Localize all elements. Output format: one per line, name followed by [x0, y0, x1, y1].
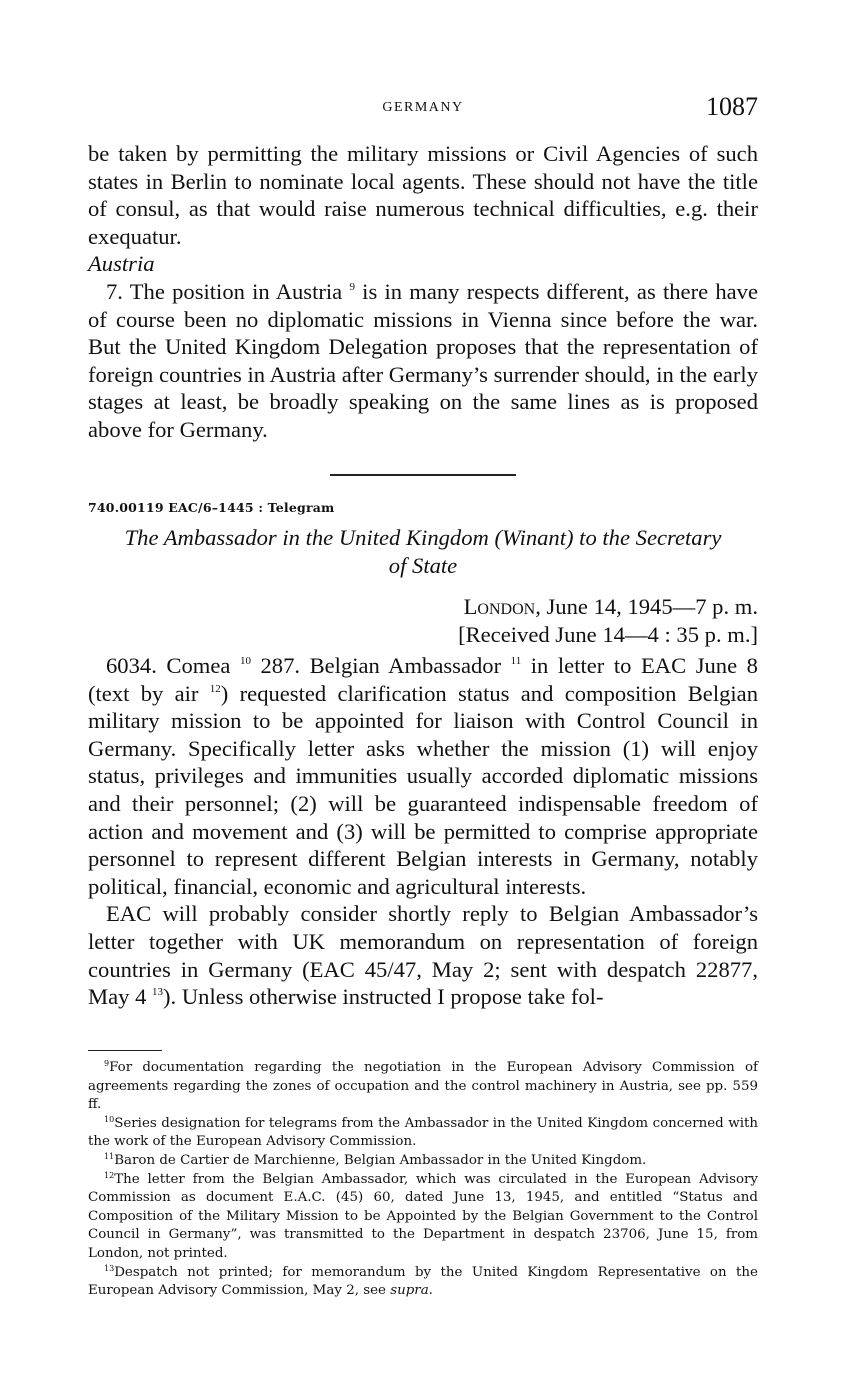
- footnote-ref-12[interactable]: 12: [209, 682, 221, 695]
- footnote-11: $^{11}$Baron de Cartier de Marchienne, Belgian Ambassador in the United Kingdom.: [104, 1151, 647, 1168]
- section-separator: [330, 474, 516, 476]
- document-title-line-2: of State: [388, 552, 458, 578]
- continued-paragraph: be taken by permitting the military missions or Civil Agencies of such states in Berlin to nominate local agents. These should not have the title of consul, as that would raise numerous technical difficulties, e.g. their exequatur.: [88, 141, 758, 249]
- subheading-austria: Austria: [88, 251, 155, 277]
- footnotes: [88, 1059, 758, 1301]
- document-title: [88, 524, 758, 579]
- footnote-ref-10[interactable]: 10: [239, 655, 251, 667]
- footnote-ref-13[interactable]: 13: [152, 986, 164, 999]
- section-germany-continued: [88, 140, 758, 444]
- document-title-line-1: The Ambassador in the United Kingdom (Winant) to the Secretary: [124, 525, 722, 550]
- file-number: 740.00119 EAC/6–1445 : Telegram: [88, 500, 335, 515]
- running-title: GERMANY: [382, 100, 464, 115]
- footnote-ref-9[interactable]: 9: [349, 280, 355, 293]
- date-sent: London, June 14, 1945—7 p. m.: [463, 594, 758, 619]
- footnote-9: $^9$For documentation regarding the negotiation in the European Advisory Commission of agreements regarding the zones of occupation and the control machinery in Austria, see pp. 559 ff.: [88, 1059, 758, 1113]
- footnote-10: $^{10}$Series designation for telegrams from the Ambassador in the United Kingdom concerned with the work of the European Advisory Commission.: [88, 1114, 758, 1150]
- footnote-13: $^{13}$Despatch not printed; for memorandum by the United Kingdom Representative on the European Advisory Commission, May 2, see supra.: [88, 1263, 758, 1299]
- date-received: [Received June 14—4 : 35 p. m.]: [458, 621, 758, 647]
- place: London: [463, 594, 536, 619]
- telegram-body: [88, 652, 758, 1011]
- telegram-paragraph-2: EAC will probably consider shortly reply to Belgian Ambassador’s letter together with UK memorandum on representation of foreign countries in Germany (EAC 45/47, May 2; sent with despatch 22877, May 4 $^{13}$). Unless otherwise instructed I propose take fol-: [88, 901, 758, 1010]
- paragraph-7: 7. The position in Austria $^9$ is in many respects different, as there have of course been no diplomatic missions in Vienna since before the war. But the United Kingdom Delegation proposes that the representation of foreign countries in Austria after Germany’s surrender should, in the early stages at least, be broadly speaking on the same lines as is proposed above for Germany.: [88, 278, 758, 442]
- telegram-paragraph-1: 6034. Comea $^{10}$ 287. Belgian Ambassador $^{11}$ in letter to EAC June 8 (text by air $^{12}$) requested clarification status and composition Belgian military mission to be appointed for liaison with Control Council in Germany. Specifically letter asks whether the mission (1) will enjoy status, privileges and immunities usually accorded diplomatic missions and their personnel; (2) will be guaranteed indispensable freedom of action and movement and (3) will be permitted to comprise appropriate personnel to represent different Belgian interests in Germany, notably political, financial, economic and agricultural interests.: [88, 653, 759, 899]
- dateline: [458, 593, 758, 648]
- footnote-12: $^{12}$The letter from the Belgian Ambassador, which was circulated in the European Advisory Commission as document E.A.C. (45) 60, dated June 13, 1945, and entitled “Status and Composition of the Military Mission to be Appointed by the Belgian Government to the Control Council in Germany”, was transmitted to the Department in despatch 23706, June 15, from London, not printed.: [88, 1170, 758, 1261]
- page-number: 1087: [706, 92, 758, 121]
- footnote-rule: [88, 1050, 162, 1051]
- footnote-ref-11[interactable]: 11: [510, 655, 522, 667]
- page-header: [88, 92, 758, 126]
